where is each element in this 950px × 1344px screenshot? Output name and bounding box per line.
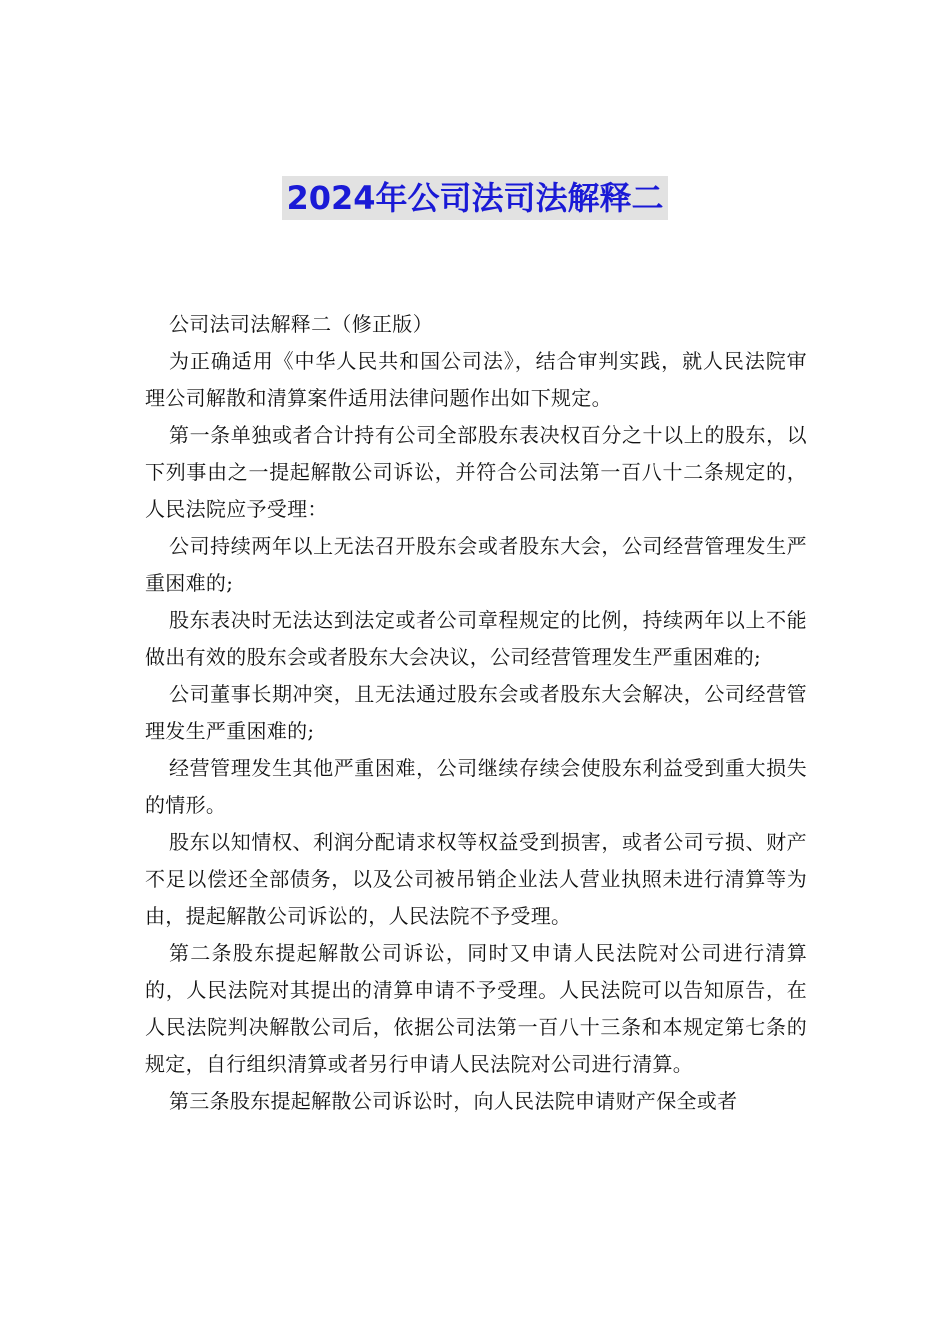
paragraph-subtitle: 公司法司法解释二（修正版） xyxy=(169,312,433,336)
document-body xyxy=(145,306,807,1120)
paragraph-article-3: 第三条股东提起解散公司诉讼时，向人民法院申请财产保全或者 xyxy=(169,1089,738,1113)
paragraph-article-1-exclusion: 股东以知情权、利润分配请求权等权益受到损害，或者公司亏损、财产不足以偿还全部债务，以及公司被吊销企业法人营业执照未进行清算等为由，提起解散公司诉讼的，人民法院不予受理。 xyxy=(145,830,807,928)
paragraph-article-1: 第一条单独或者合计持有公司全部股东表决权百分之十以上的股东，以下列事由之一提起解散公司诉讼，并符合公司法第一百八十二条规定的，人民法院应予受理： xyxy=(145,423,807,521)
paragraph-preamble: 为正确适用《中华人民共和国公司法》，结合审判实践，就人民法院审理公司解散和清算案件适用法律问题作出如下规定。 xyxy=(145,349,807,410)
paragraph-article-2: 第二条股东提起解散公司诉讼，同时又申请人民法院对公司进行清算的，人民法院对其提出的清算申请不予受理。人民法院可以告知原告，在人民法院判决解散公司后，依据公司法第一百八十三条和本规定第七条的规定，自行组织清算或者另行申请人民法院对公司进行清算。 xyxy=(145,941,807,1076)
paragraph-article-1-item-3: 公司董事长期冲突，且无法通过股东会或者股东大会解决，公司经营管理发生严重困难的; xyxy=(145,682,807,743)
document-title: 2024年公司法司法解释二 xyxy=(282,176,667,220)
paragraph-article-1-item-2: 股东表决时无法达到法定或者公司章程规定的比例，持续两年以上不能做出有效的股东会或者股东大会决议，公司经营管理发生严重困难的; xyxy=(145,608,807,669)
title-container xyxy=(0,176,950,220)
paragraph-article-1-item-1: 公司持续两年以上无法召开股东会或者股东大会，公司经营管理发生严重困难的; xyxy=(145,534,807,595)
paragraph-article-1-item-4: 经营管理发生其他严重困难，公司继续存续会使股东利益受到重大损失的情形。 xyxy=(145,756,807,817)
